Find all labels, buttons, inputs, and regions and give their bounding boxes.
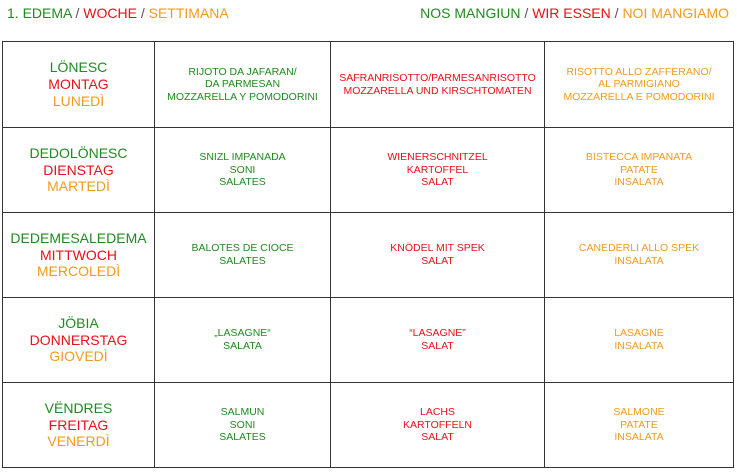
dish-line: PATATE [620, 418, 658, 431]
menu-row [3, 128, 734, 213]
day-name-german: MONTAG [48, 76, 109, 93]
week-label-german: WOCHE [83, 5, 137, 21]
dish-line: CANEDERLI ALLO SPEK [578, 242, 700, 255]
title-german: WIR ESSEN [532, 5, 611, 21]
meal-cell-german [331, 213, 545, 298]
day-name-german: DONNERSTAG [29, 331, 128, 348]
separator: / [524, 5, 529, 21]
dish-line: SAFRANRISOTTO/PARMESANRISOTTO [339, 71, 536, 84]
dish-line: LACHS [419, 406, 455, 419]
title-italian: NOI MANGIAMO [622, 5, 729, 21]
dish-line: SONI [229, 418, 256, 431]
dish-line: SNIZL IMPANADA [199, 151, 286, 164]
dish-line: KARTOFFELN [402, 418, 473, 431]
day-name-italian: LUNEDÌ [52, 92, 105, 109]
day-name-ladin: VËNDRES [44, 399, 113, 416]
meal-cell-ladin [155, 383, 331, 468]
menu-table [2, 41, 734, 468]
dish-line: SALATES [219, 255, 266, 267]
dish-line: INSALATA [614, 255, 664, 267]
day-name-italian: GIOVEDÌ [49, 348, 108, 365]
dish-line: SALATES [219, 431, 266, 444]
meal-cell-ladin [155, 298, 331, 383]
dish-line: SALATA [223, 340, 262, 352]
menu-row [3, 298, 734, 383]
dish-line: KARTOFFEL [406, 163, 469, 176]
day-name-german: MITTWOCH [40, 246, 117, 263]
day-name-italian: MERCOLEDÌ [36, 263, 121, 280]
meal-cell-italian [545, 213, 734, 298]
day-cell [3, 213, 155, 298]
dish-line: INSALATA [614, 176, 664, 189]
dish-line: RIJOTO DA JAFARAN/ [188, 65, 297, 78]
day-name-ladin: LÖNESC [49, 59, 108, 76]
day-cell [3, 128, 155, 213]
meal-cell-italian [545, 298, 734, 383]
day-name-ladin: JÖBIA [58, 314, 99, 331]
day-name-italian: VENERDÌ [47, 433, 110, 450]
day-name-ladin: DEDOLÖNESC [29, 144, 128, 161]
dish-line: MOZZARELLA Y POMODORINI [167, 90, 318, 103]
dish-line: SALAT [421, 340, 454, 352]
dish-line: MOZZARELLA UND KIRSCHTOMATEN [343, 84, 532, 97]
separator: / [75, 5, 80, 21]
menu-row [3, 213, 734, 298]
title-ladin: NOS MANGIUN [420, 5, 521, 21]
separator: / [614, 5, 619, 21]
dish-line: MOZZARELLA E POMODORINI [563, 90, 715, 103]
menu-row [3, 42, 734, 128]
week-label-italian: SETTIMANA [148, 5, 229, 21]
dish-line: SONI [229, 163, 256, 176]
meal-cell-german [331, 128, 545, 213]
day-name-german: FREITAG [48, 416, 109, 433]
day-cell [3, 298, 155, 383]
separator: / [140, 5, 145, 21]
day-cell [3, 42, 155, 128]
week-heading [7, 5, 229, 21]
dish-line: DA PARMESAN [204, 78, 281, 91]
dish-line: INSALATA [614, 431, 664, 444]
menu-row [3, 383, 734, 468]
meal-cell-german [331, 298, 545, 383]
meal-cell-italian [545, 128, 734, 213]
meal-cell-ladin [155, 213, 331, 298]
meal-cell-german [331, 383, 545, 468]
dish-line: SALAT [421, 176, 454, 189]
dish-line: LASAGNE [614, 327, 664, 340]
dish-line: PATATE [620, 163, 658, 176]
meal-cell-ladin [155, 128, 331, 213]
dish-line: BISTECCA IMPANATA [585, 151, 693, 164]
meal-cell-italian [545, 42, 734, 128]
week-label-ladin: 1. EDEMA [7, 5, 72, 21]
dish-line: WIENERSCHNITZEL [387, 151, 488, 164]
dish-line: BALOTES DE CIOCE [191, 242, 294, 255]
dish-line: KNÖDEL MIT SPEK [390, 242, 485, 255]
day-name-ladin: DEDEMESALEDEMA [10, 229, 147, 246]
dish-line: INSALATA [614, 340, 664, 352]
menu-title [420, 5, 729, 21]
dish-line: SALAT [421, 431, 454, 444]
dish-line: SALMUN [220, 406, 265, 419]
meal-cell-german [331, 42, 545, 128]
day-name-italian: MARTEDÌ [47, 178, 110, 195]
dish-line: AL PARMIGIANO [598, 78, 680, 91]
meal-cell-ladin [155, 42, 331, 128]
dish-line: SALATES [219, 176, 266, 189]
dish-line: SALAT [421, 255, 454, 267]
day-name-german: DIENSTAG [43, 161, 114, 178]
dish-line: „LASAGNE“ [214, 327, 271, 340]
day-cell [3, 383, 155, 468]
dish-line: SALMONE [613, 406, 665, 419]
meal-cell-italian [545, 383, 734, 468]
dish-line: RISOTTO ALLO ZAFFERANO/ [566, 65, 712, 78]
dish-line: “LASAGNE” [409, 327, 466, 340]
